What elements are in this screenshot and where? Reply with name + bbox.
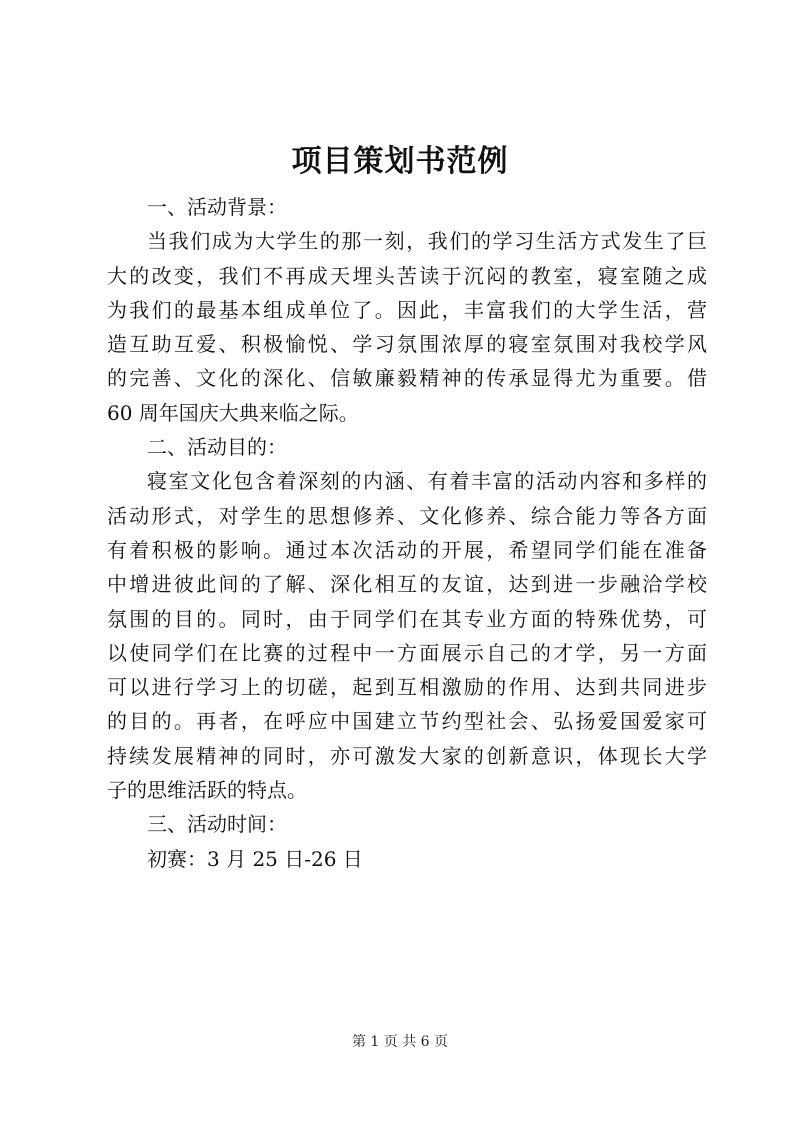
paragraph-line: 子的思维活跃的特点。: [107, 778, 307, 803]
paragraph-line: 中增进彼此间的了解、深化相互的友谊，达到进一步融洽学校: [107, 572, 707, 597]
paragraph-line: 为我们的最基本组成单位了。因此，丰富我们的大学生活，营: [107, 297, 707, 322]
paragraph-line: 以使同学们在比赛的过程中一方面展示自己的才学，另一方面: [107, 640, 707, 665]
paragraph-line: 氛围的目的。同时，由于同学们在其专业方面的特殊优势，可: [107, 606, 707, 631]
section-heading-background: 一、活动背景：: [147, 195, 287, 219]
paragraph-line: 持续发展精神的同时，亦可激发大家的创新意识，体现长大学: [107, 743, 707, 768]
page-number-footer: 第 1 页 共 6 页: [351, 1034, 449, 1050]
paragraph-line: 当我们成为大学生的那一刻，我们的学习生活方式发生了巨: [147, 229, 707, 254]
paragraph-line: 寝室文化包含着深刻的内涵、有着丰富的活动内容和多样的: [147, 469, 707, 494]
paragraph-line: 活动形式，对学生的思想修养、文化修养、综合能力等各方面: [107, 503, 707, 528]
paragraph-line: 的目的。再者，在呼应中国建立节约型社会、弘扬爱国爱家可: [107, 709, 707, 734]
schedule-line: 初赛：3 月 25 日-26 日: [147, 846, 363, 871]
document-title: 项目策划书范例: [291, 144, 509, 179]
section-heading-time: 三、活动时间：: [147, 812, 287, 837]
document-body: [107, 190, 707, 876]
paragraph-line: 造互助互爱、积极愉悦、学习氛围浓厚的寝室氛围对我校学风: [107, 332, 707, 357]
paragraph-line: 60 周年国庆大典来临之际。: [107, 400, 359, 425]
paragraph-line: 大的改变，我们不再成天埋头苦读于沉闷的教室，寝室随之成: [107, 263, 707, 288]
paragraph-line: 的完善、文化的深化、信敏廉毅精神的传承显得尤为重要。借: [107, 366, 707, 391]
paragraph-line: 可以进行学习上的切磋，起到互相激励的作用、达到共同进步: [107, 675, 707, 700]
section-heading-purpose: 二、活动目的：: [147, 435, 287, 460]
paragraph-line: 有着积极的影响。通过本次活动的开展，希望同学们能在准备: [107, 537, 707, 562]
